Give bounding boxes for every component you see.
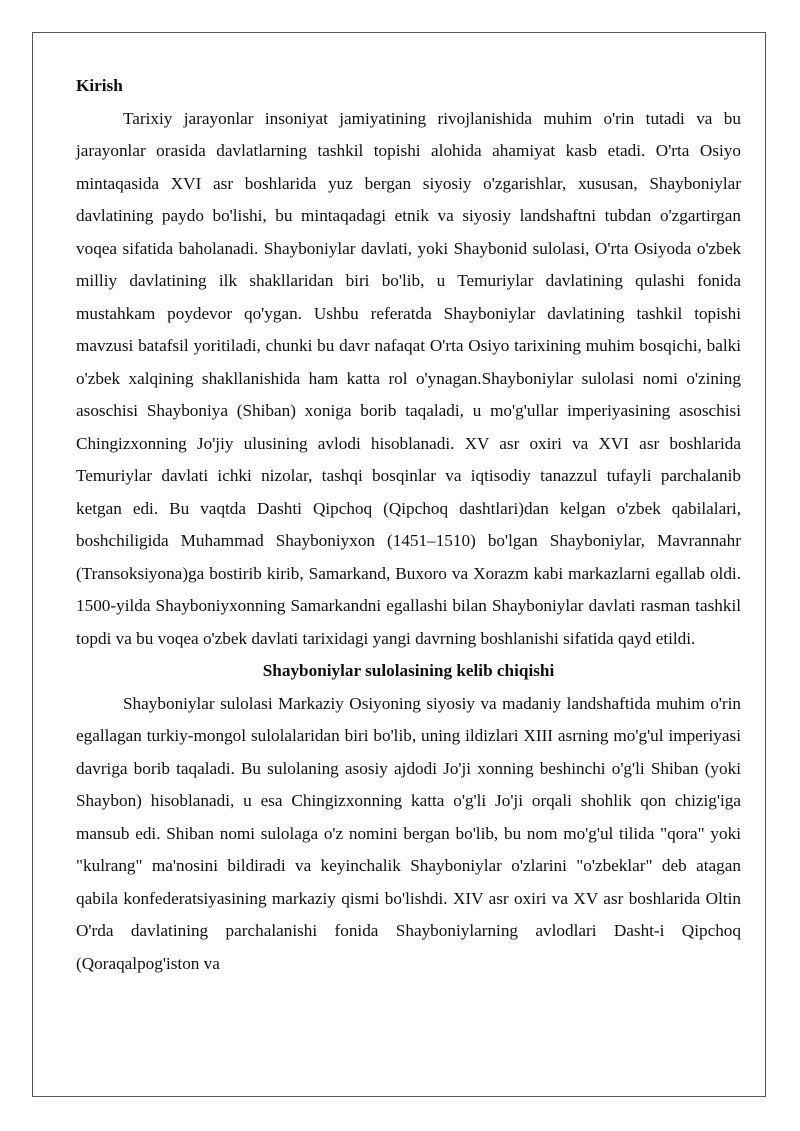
intro-heading: Kirish (76, 76, 123, 95)
section-heading: Shayboniylar sulolasining kelib chiqishi (262, 661, 555, 680)
document-body (76, 70, 741, 980)
section-paragraph: Shayboniylar sulolasi Markaziy Osiyoning siyosiy va madaniy landshaftida muhim o'rin egallagan turkiy-mongol sulolalaridan biri bo'lib, uning ildizlari XIII asrning mo'g'ul imperiyasi davriga borib taqaladi. Bu sulolaning asosiy ajdodi Jo'ji xonning beshinchi o'g'li Shiban (yoki Shaybon) hisoblanadi, u esa Chingizxonning katta o'g'li Jo'ji orqali shohlik qon chizig'iga mansub edi. Shiban nomi sulolaga o'z nomini bergan bo'lib, bu nom mo'g'ul tilida "qora" yoki "kulrang" ma'nosini bildiradi va keyinchalik Shayboniylar o'zlarini "o'zbeklar" deb atagan qabila konfederatsiyasining markaziy qismi bo'lishdi. XIV asr oxiri va XV asr boshlarida Oltin O'rda davlatining parchalanishi fonida Shayboniylarning avlodlari Dasht-i Qipchoq (Qoraqalpog'iston va (76, 693, 741, 973)
intro-paragraph: Tarixiy jarayonlar insoniyat jamiyatining rivojlanishida muhim o'rin tutadi va bu jarayonlar orasida davlatlarning tashkil topishi alohida ahamiyat kasb etadi. O'rta Osiyo mintaqasida XVI asr boshlarida yuz bergan siyosiy o'zgarishlar, xususan, Shayboniylar davlatining paydo bo'lishi, bu mintaqadagi etnik va siyosiy landshaftni tubdan o'zgartirgan voqea sifatida baholanadi. Shayboniylar davlati, yoki Shaybonid sulolasi, O'rta Osiyoda o'zbek milliy davlatining ilk shakllaridan biri bo'lib, u Temuriylar davlatining qulashi fonida mustahkam poydevor qo'ygan. Ushbu referatda Shayboniylar davlatining tashkil topishi mavzusi batafsil yoritiladi, chunki bu davr nafaqat O'rta Osiyo tarixining muhim bosqichi, balki o'zbek xalqining shakllanishida ham katta rol o'ynagan.Shayboniylar sulolasi nomi o'zining asoschisi Shayboniya (Shiban) xoniga borib taqaladi, u mo'g'ullar imperiyasining asoschisi Chingizxonning Jo'jiy ulusining avlodi hisoblanadi. XV asr oxiri va XVI asr boshlarida Temuriylar davlati ichki nizolar, tashqi bosqinlar va iqtisodiy tanazzul tufayli parchalanib ketgan edi. Bu vaqtda Dashti Qipchoq (Qipchoq dashtlari)dan kelgan o'zbek qabilalari, boshchiligida Muhammad Shayboniyxon (1451–1510) bo'lgan Shayboniylar, Mavrannahr (Transoksiyona)ga bostirib kirib, Samarkand, Buxoro va Xorazm kabi markazlarni egallab oldi. 1500-yilda Shayboniyxonning Samarkandni egallashi bilan Shayboniylar davlati rasman tashkil topdi va bu voqea o'zbek davlati tarixidagi yangi davrning boshlanishi sifatida qayd etildi. (76, 108, 741, 648)
